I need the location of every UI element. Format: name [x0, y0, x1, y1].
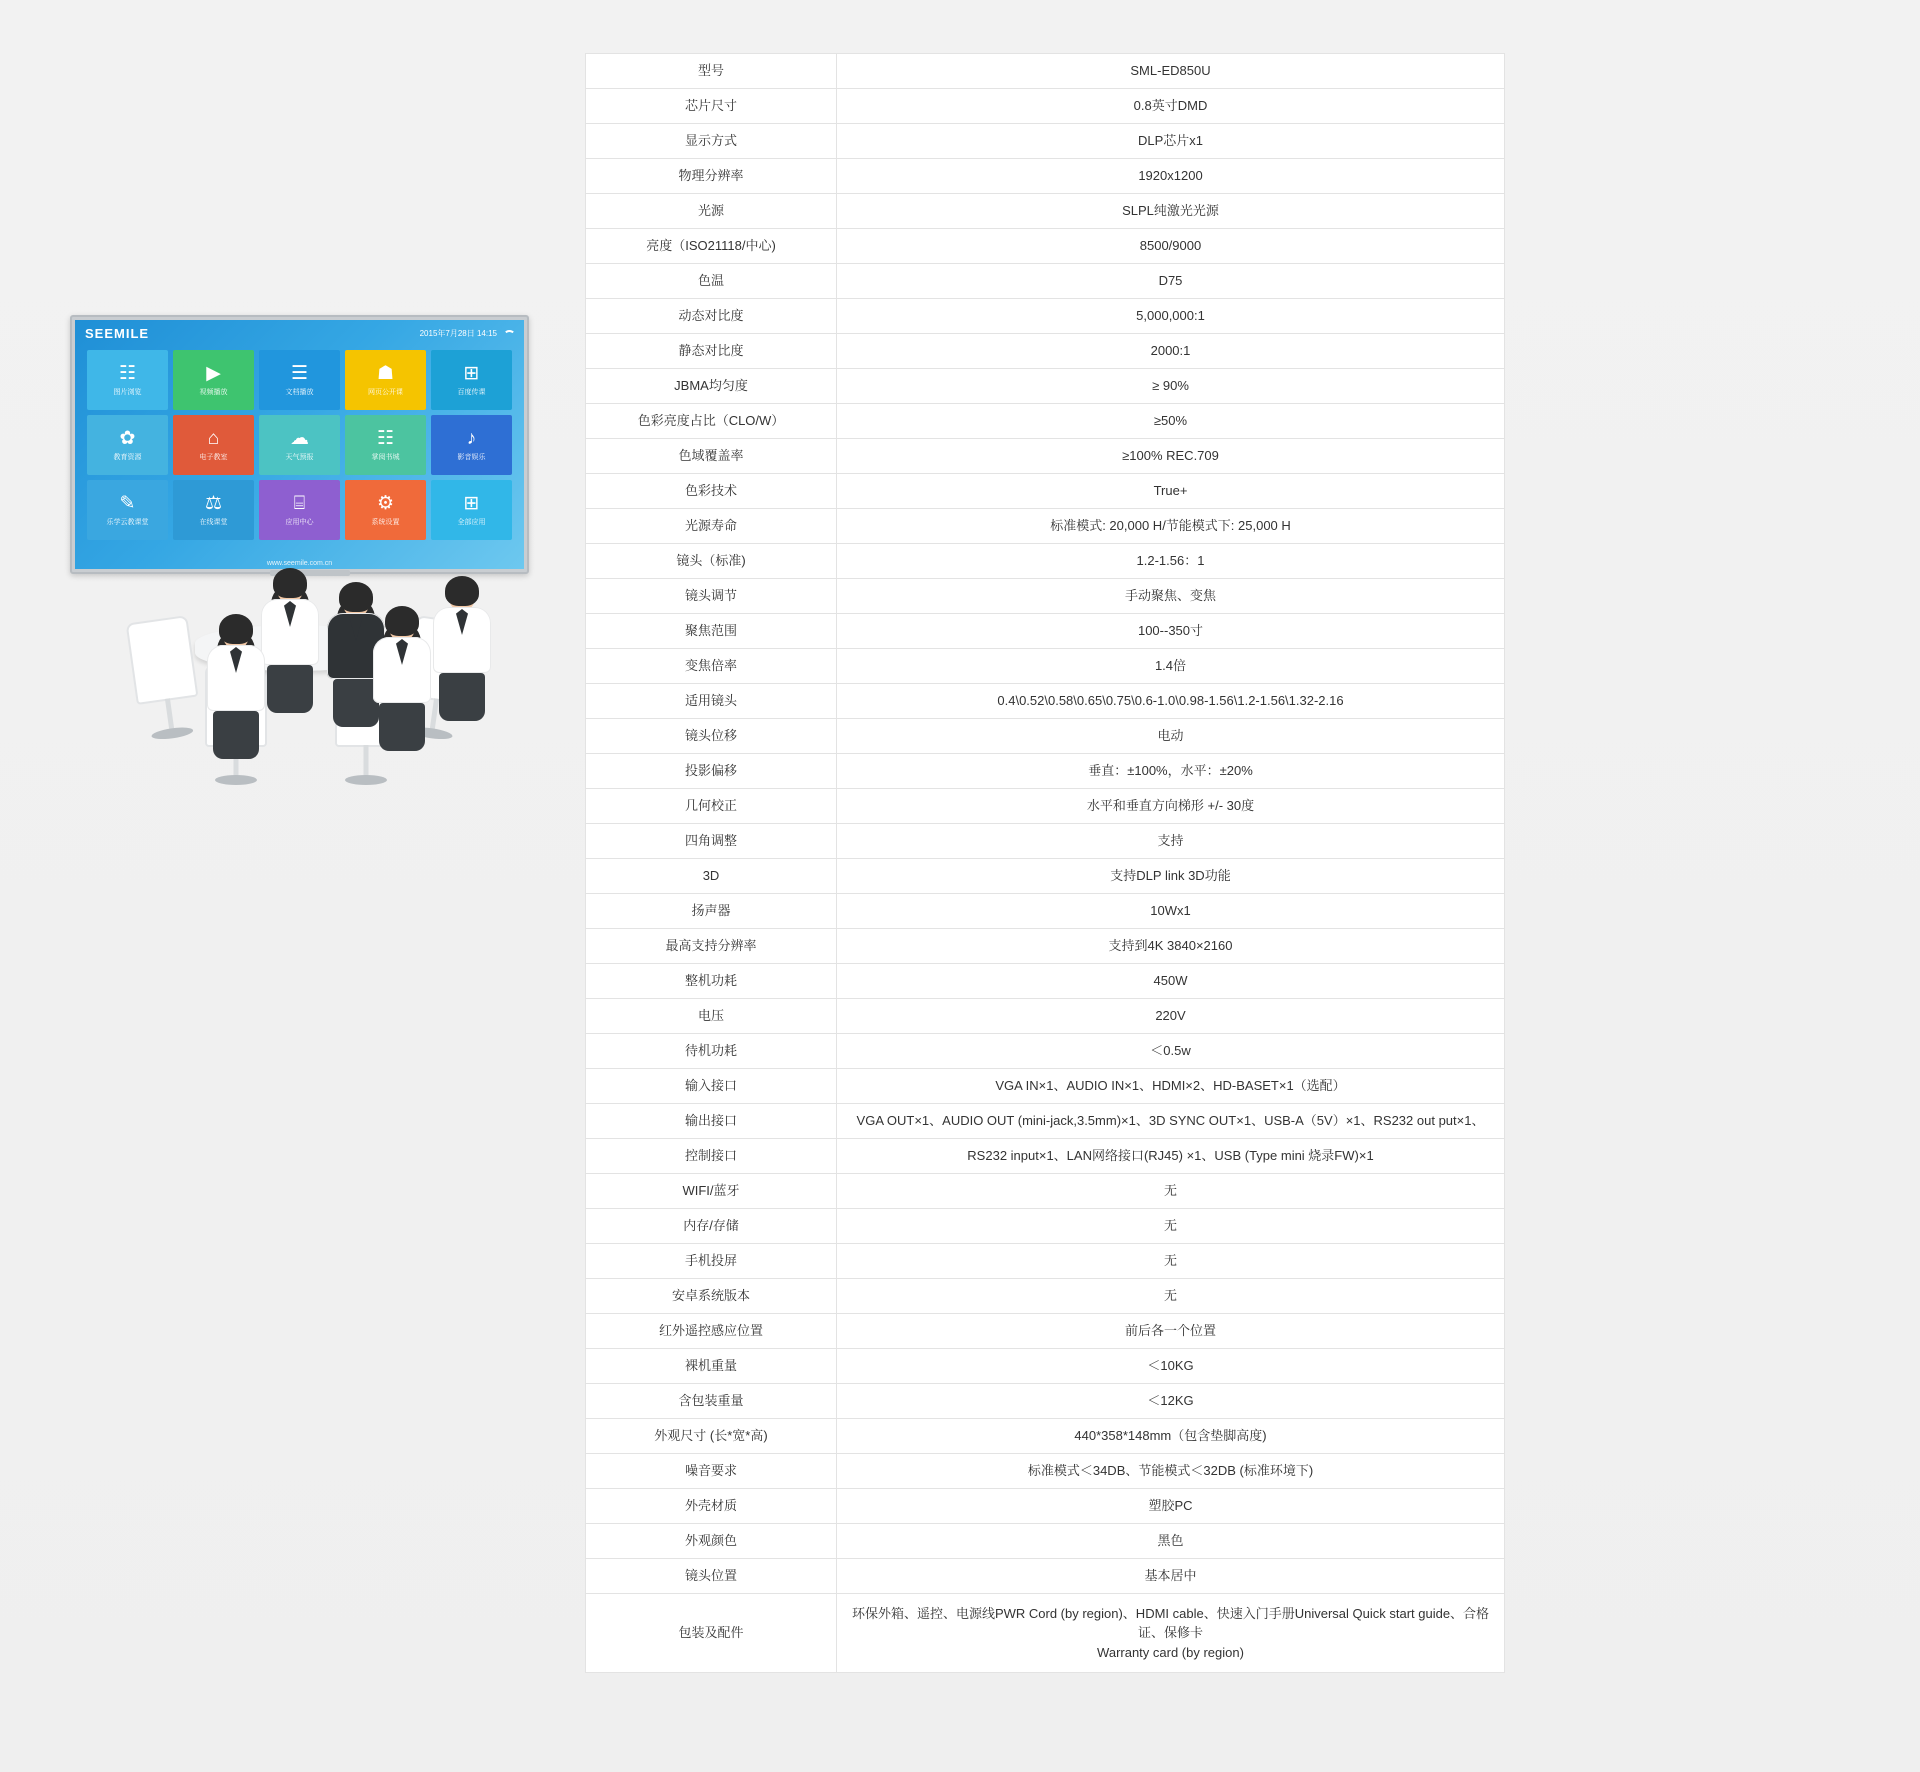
table-row [586, 964, 1505, 999]
table-row [586, 929, 1505, 964]
spec-key: 投影偏移 [586, 754, 837, 789]
status-right [420, 328, 514, 339]
table-row [586, 1594, 1505, 1673]
spec-value: 220V [837, 999, 1505, 1034]
screen-status-bar [75, 320, 524, 346]
spec-value: ≥50% [837, 404, 1505, 439]
spec-key: 裸机重量 [586, 1349, 837, 1384]
chair [126, 615, 199, 705]
product-illustration [60, 300, 560, 820]
app-tile-icon: ☁ [290, 427, 309, 449]
app-tile-label: 百度传课 [457, 388, 486, 396]
spec-key: 外壳材质 [586, 1489, 837, 1524]
spec-key: 内存/存储 [586, 1209, 837, 1244]
spec-value: 0.8英寸DMD [837, 89, 1505, 124]
table-row [586, 334, 1505, 369]
app-tile-label: 视频播放 [199, 388, 228, 396]
spec-value: 无 [837, 1279, 1505, 1314]
table-row [586, 124, 1505, 159]
table-row [586, 1139, 1505, 1174]
app-tile[interactable] [431, 415, 512, 475]
table-row [586, 194, 1505, 229]
spec-key: 整机功耗 [586, 964, 837, 999]
spec-value: ≥ 90% [837, 369, 1505, 404]
spec-key: 显示方式 [586, 124, 837, 159]
spec-key: 亮度（ISO21118/中心) [586, 229, 837, 264]
spec-key: 含包装重量 [586, 1384, 837, 1419]
app-tile-label: 文档播放 [285, 388, 314, 396]
spec-value-line: 环保外箱、遥控、电源线PWR Cord (by region)、HDMI cable、快速入门手册Universal Quick start guide、合格证、保修卡 [851, 1605, 1490, 1641]
app-tile-grid [75, 346, 524, 540]
spec-value: D75 [837, 264, 1505, 299]
table-row [586, 1419, 1505, 1454]
spec-value: 支持到4K 3840×2160 [837, 929, 1505, 964]
spec-key: 红外遥控感应位置 [586, 1314, 837, 1349]
spec-value: 基本居中 [837, 1559, 1505, 1594]
table-row [586, 614, 1505, 649]
spec-key: 变焦倍率 [586, 649, 837, 684]
app-tile-label: 系统设置 [371, 518, 400, 526]
app-tile-icon: ▶ [206, 362, 221, 384]
spec-value [837, 1594, 1505, 1673]
spec-value: ≥100% REC.709 [837, 439, 1505, 474]
spec-value: 支持 [837, 824, 1505, 859]
app-tile-icon: ⌂ [207, 427, 220, 449]
spec-key: 芯片尺寸 [586, 89, 837, 124]
app-tile-label: 电子教室 [199, 453, 228, 461]
table-row [586, 54, 1505, 89]
spec-value: 黑色 [837, 1524, 1505, 1559]
status-time: 2015年7月28日 14:15 [419, 328, 497, 338]
app-tile[interactable] [259, 350, 340, 410]
app-tile-label: 天气预报 [285, 453, 314, 461]
app-tile[interactable] [431, 350, 512, 410]
app-tile-label: 在线课堂 [199, 518, 228, 526]
spec-value: 10Wx1 [837, 894, 1505, 929]
spec-value: 2000:1 [837, 334, 1505, 369]
spec-value: 前后各一个位置 [837, 1314, 1505, 1349]
spec-key: 静态对比度 [586, 334, 837, 369]
spec-value: ＜10KG [837, 1349, 1505, 1384]
app-tile-label: 网页公开课 [368, 388, 403, 396]
brand-logo: SEEMILE [85, 325, 150, 341]
spec-value: SLPL纯激光光源 [837, 194, 1505, 229]
table-row [586, 859, 1505, 894]
app-tile-label: 乐学云教课堂 [106, 518, 149, 526]
app-tile-icon: ☷ [118, 362, 137, 384]
table-row [586, 1314, 1505, 1349]
table-row [586, 684, 1505, 719]
spec-key: 最高支持分辨率 [586, 929, 837, 964]
spec-key: 色彩亮度占比（CLO/W） [586, 404, 837, 439]
spec-value: 垂直：±100%，水平：±20% [837, 754, 1505, 789]
spec-key: 输入接口 [586, 1069, 837, 1104]
table-row [586, 1489, 1505, 1524]
spec-value: VGA OUT×1、AUDIO OUT (mini-jack,3.5mm)×1、3D SYNC OUT×1、USB-A（5V）×1、RS232 out put×1、 [837, 1104, 1505, 1139]
table-row [586, 1384, 1505, 1419]
table-row [586, 1244, 1505, 1279]
spec-value: 1920x1200 [837, 159, 1505, 194]
spec-value: 手动聚焦、变焦 [837, 579, 1505, 614]
spec-value: ＜12KG [837, 1384, 1505, 1419]
table-row [586, 1034, 1505, 1069]
spec-key: 光源 [586, 194, 837, 229]
person [261, 573, 319, 713]
app-tile-label: 掌阅书城 [371, 453, 400, 461]
app-tile-label: 应用中心 [285, 518, 314, 526]
table-row [586, 1104, 1505, 1139]
spec-value: VGA IN×1、AUDIO IN×1、HDMI×2、HD-BASET×1（选配） [837, 1069, 1505, 1104]
spec-key: 色彩技术 [586, 474, 837, 509]
spec-key: 扬声器 [586, 894, 837, 929]
spec-key: 动态对比度 [586, 299, 837, 334]
app-tile-icon: ✿ [119, 427, 136, 449]
app-tile-icon: ⊞ [463, 362, 480, 384]
spec-key: 外观尺寸 (长*宽*高) [586, 1419, 837, 1454]
spec-key: 几何校正 [586, 789, 837, 824]
app-tile-icon: ☗ [376, 362, 395, 384]
app-tile-label: 影音娱乐 [457, 453, 486, 461]
spec-key: 色温 [586, 264, 837, 299]
spec-key: 光源寿命 [586, 509, 837, 544]
app-tile-icon: ♪ [466, 427, 477, 449]
table-row [586, 894, 1505, 929]
table-row [586, 754, 1505, 789]
spec-key: 四角调整 [586, 824, 837, 859]
spec-key: 安卓系统版本 [586, 1279, 837, 1314]
table-row [586, 579, 1505, 614]
table-row [586, 649, 1505, 684]
app-tile[interactable] [87, 350, 168, 410]
app-tile[interactable] [87, 415, 168, 475]
spec-value: 塑胶PC [837, 1489, 1505, 1524]
spec-key: 待机功耗 [586, 1034, 837, 1069]
people-group [115, 515, 515, 815]
app-tile-icon: ☷ [376, 427, 395, 449]
app-tile-icon: ⊞ [463, 492, 480, 514]
app-tile[interactable] [173, 350, 254, 410]
spec-key: 电压 [586, 999, 837, 1034]
table-row [586, 999, 1505, 1034]
spec-key: 控制接口 [586, 1139, 837, 1174]
spec-value: 标准模式: 20,000 H/节能模式下: 25,000 H [837, 509, 1505, 544]
screen-url: www.seemile.com.cn [266, 560, 333, 567]
table-row [586, 719, 1505, 754]
spec-value: 100--350寸 [837, 614, 1505, 649]
spec-key: 3D [586, 859, 837, 894]
app-tile-icon: ⚙ [376, 492, 395, 514]
spec-value: 标准模式＜34DB、节能模式＜32DB (标准环境下) [837, 1454, 1505, 1489]
spec-value: 440*358*148mm（包含垫脚高度) [837, 1419, 1505, 1454]
app-tile-label: 图片浏览 [113, 388, 142, 396]
table-row [586, 1524, 1505, 1559]
spec-key: 色域覆盖率 [586, 439, 837, 474]
spec-key: 型号 [586, 54, 837, 89]
person [207, 619, 265, 759]
table-row [586, 369, 1505, 404]
app-tile-icon: ⚖ [204, 492, 223, 514]
spec-key: WIFI/蓝牙 [586, 1174, 837, 1209]
table-row [586, 299, 1505, 334]
spec-key: 镜头调节 [586, 579, 837, 614]
table-row [586, 264, 1505, 299]
person [373, 611, 431, 751]
spec-value: ＜0.5w [837, 1034, 1505, 1069]
spec-value: 无 [837, 1209, 1505, 1244]
spec-value: 无 [837, 1174, 1505, 1209]
table-row [586, 789, 1505, 824]
app-tile[interactable] [345, 415, 426, 475]
table-row [586, 439, 1505, 474]
spec-value: True+ [837, 474, 1505, 509]
app-tile-label: 全部应用 [457, 518, 486, 526]
table-row [586, 544, 1505, 579]
spec-value: 水平和垂直方向梯形 +/- 30度 [837, 789, 1505, 824]
app-tile-icon: ✎ [119, 492, 136, 514]
spec-key: 外观颜色 [586, 1524, 837, 1559]
wifi-icon [503, 329, 514, 338]
spec-key: 聚焦范围 [586, 614, 837, 649]
spec-value: SML-ED850U [837, 54, 1505, 89]
spec-key: 镜头位置 [586, 1559, 837, 1594]
spec-key: JBMA均匀度 [586, 369, 837, 404]
table-row [586, 1279, 1505, 1314]
spec-value: 1.2-1.56：1 [837, 544, 1505, 579]
table-row [586, 229, 1505, 264]
app-tile[interactable] [345, 350, 426, 410]
table-row [586, 1559, 1505, 1594]
spec-key: 镜头位移 [586, 719, 837, 754]
spec-value: 8500/9000 [837, 229, 1505, 264]
spec-key: 噪音要求 [586, 1454, 837, 1489]
table-row [586, 1349, 1505, 1384]
spec-value: 无 [837, 1244, 1505, 1279]
spec-value: 450W [837, 964, 1505, 999]
spec-value: DLP芯片x1 [837, 124, 1505, 159]
table-row [586, 1454, 1505, 1489]
app-tile[interactable] [259, 415, 340, 475]
app-tile-icon: ☰ [290, 362, 309, 384]
person [433, 581, 491, 721]
app-tile-label: 教育资源 [113, 453, 142, 461]
spec-value: 1.4倍 [837, 649, 1505, 684]
app-tile[interactable] [173, 415, 254, 475]
spec-key: 手机投屏 [586, 1244, 837, 1279]
spec-key: 包装及配件 [586, 1594, 837, 1673]
table-row [586, 474, 1505, 509]
table-row [586, 1174, 1505, 1209]
spec-value: RS232 input×1、LAN网络接口(RJ45) ×1、USB (Type mini 烧录FW)×1 [837, 1139, 1505, 1174]
table-row [586, 509, 1505, 544]
spec-value: 5,000,000:1 [837, 299, 1505, 334]
table-row [586, 404, 1505, 439]
specification-table [585, 53, 1505, 1673]
table-row [586, 824, 1505, 859]
spec-value: 电动 [837, 719, 1505, 754]
spec-key: 适用镜头 [586, 684, 837, 719]
spec-value: 0.4\0.52\0.58\0.65\0.75\0.6-1.0\0.98-1.56\1.2-1.56\1.32-2.16 [837, 684, 1505, 719]
app-tile-icon: ⌸ [293, 492, 306, 514]
table-row [586, 1209, 1505, 1244]
table-row [586, 159, 1505, 194]
spec-key: 物理分辨率 [586, 159, 837, 194]
specification-table-container [585, 53, 1505, 1673]
table-row [586, 89, 1505, 124]
spec-key: 输出接口 [586, 1104, 837, 1139]
spec-value-line: Warranty card (by region) [1097, 1644, 1244, 1660]
spec-value: 支持DLP link 3D功能 [837, 859, 1505, 894]
table-row [586, 1069, 1505, 1104]
spec-key: 镜头（标准) [586, 544, 837, 579]
